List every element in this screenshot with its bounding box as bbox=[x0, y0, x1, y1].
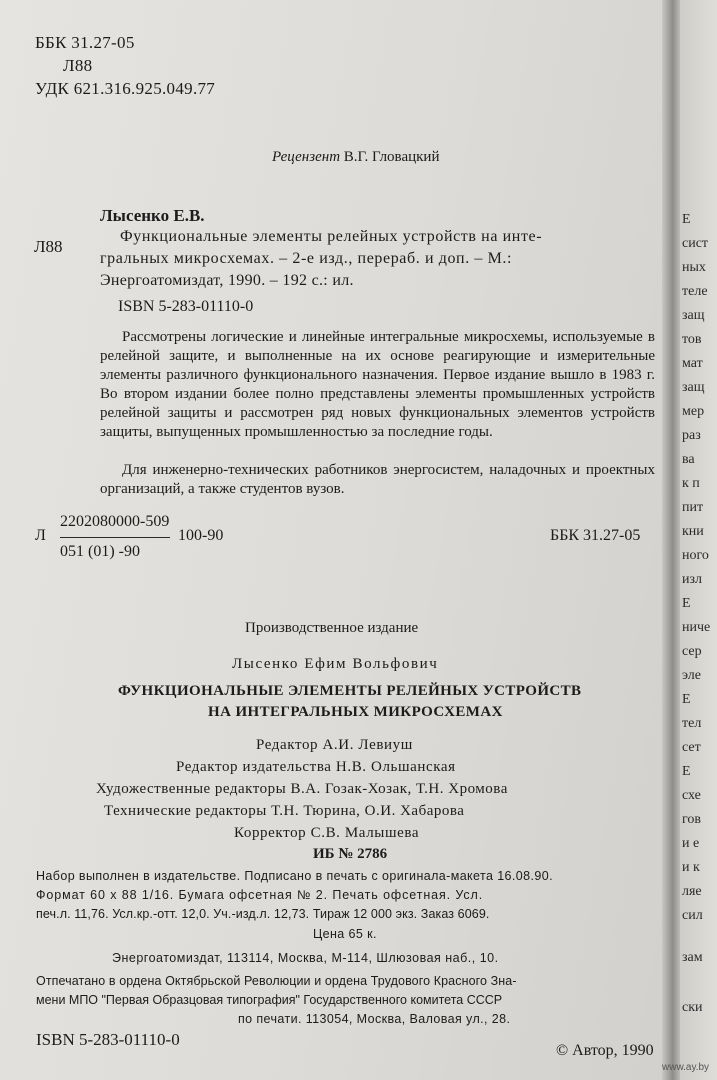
credit-line: Корректор С.В. Малышева bbox=[234, 825, 420, 841]
catalog-title-line: гральных микросхемах. – 2-е изд., перераб. и доп. – М.: bbox=[100, 250, 513, 267]
adjacent-text-fragment: зам bbox=[682, 950, 703, 965]
adjacent-text-fragment: к п bbox=[682, 476, 700, 491]
author-full-name: Лысенко Ефим Вольфович bbox=[232, 656, 439, 672]
catalog-isbn: ISBN 5-283-01110-0 bbox=[118, 298, 254, 315]
adjacent-text-fragment: раз bbox=[682, 428, 701, 443]
adjacent-text-fragment: сил bbox=[682, 908, 703, 923]
abstract-paragraph: Рассмотрены логические и линейные интегральные микросхемы, используемые в релейной защите, и выполненные на их основе реагирующие и измерительные элементы различного функционального назначения. Первое издание вышло в 1983 г. Во втором издании более полно представлены элементы промышленных устройств релейной защиты и рассмотрен ряд новых функциональных элементов устройств защиты, выпущенных промышленностью за последние годы. bbox=[100, 329, 655, 440]
formula-bbk: ББК 31.27-05 bbox=[550, 527, 641, 544]
library-code: Л88 bbox=[63, 56, 93, 75]
book-title-line: НА ИНТЕГРАЛЬНЫХ МИКРОСХЕМАХ bbox=[208, 704, 503, 720]
formula-denominator: 051 (01) -90 bbox=[60, 543, 140, 560]
ib-number: ИБ № 2786 bbox=[313, 846, 388, 862]
catalog-side-code: Л88 bbox=[34, 237, 63, 256]
adjacent-text-fragment: Е bbox=[682, 692, 691, 707]
adjacent-text-fragment: пит bbox=[682, 500, 704, 515]
adjacent-text-fragment: сер bbox=[682, 644, 702, 659]
price: Цена 65 к. bbox=[313, 927, 377, 941]
credit-line: Редактор А.И. Левиуш bbox=[256, 737, 413, 753]
publisher-address: Энергоатомиздат, 113114, Москва, М-114, Шлюзовая наб., 10. bbox=[112, 951, 499, 965]
adjacent-text-fragment: защ bbox=[682, 308, 705, 323]
print-detail-line: Формат 60 x 88 1/16. Бумага офсетная № 2. Печать офсетная. Усл. bbox=[36, 888, 484, 902]
edition-type: Производственное издание bbox=[245, 620, 419, 636]
print-detail-line: Набор выполнен в издательстве. Подписано в печать с оригинала-макета 16.08.90. bbox=[36, 869, 553, 883]
adjacent-text-fragment: ного bbox=[682, 548, 709, 563]
adjacent-text-fragment: эле bbox=[682, 668, 701, 683]
adjacent-text-fragment: сист bbox=[682, 236, 709, 251]
adjacent-text-fragment: Е bbox=[682, 212, 691, 227]
adjacent-text-fragment: тов bbox=[682, 332, 702, 347]
credit-line: Редактор издательства Н.В. Ольшанская bbox=[176, 759, 456, 775]
printer-line: Отпечатано в ордена Октябрьской Революции и ордена Трудового Красного Зна- bbox=[36, 974, 517, 988]
fraction-line bbox=[60, 537, 170, 538]
catalog-author: Лысенко Е.В. bbox=[100, 206, 205, 225]
adjacent-text-fragment: Е bbox=[682, 764, 691, 779]
adjacent-text-fragment: и е bbox=[682, 836, 700, 851]
watermark: www.ay.by bbox=[662, 1062, 710, 1073]
adjacent-text-fragment: изл bbox=[682, 572, 703, 587]
formula-numerator: 2202080000-509 bbox=[60, 513, 170, 530]
adjacent-text-fragment: защ bbox=[682, 380, 705, 395]
adjacent-text-fragment: ниче bbox=[682, 620, 711, 635]
adjacent-text-fragment: сет bbox=[682, 740, 701, 755]
formula-prefix: Л bbox=[35, 527, 46, 544]
formula-right: 100-90 bbox=[178, 527, 224, 544]
adjacent-text-fragment: ляе bbox=[682, 884, 702, 899]
adjacent-text-fragment: и к bbox=[682, 860, 700, 875]
footer-isbn: ISBN 5-283-01110-0 bbox=[36, 1030, 180, 1049]
adjacent-text-fragment: ва bbox=[682, 452, 695, 467]
printer-line: мени МПО "Первая Образцовая типография" Государственного комитета СССР bbox=[36, 993, 503, 1007]
bbk-code: ББК 31.27-05 bbox=[35, 33, 135, 52]
adjacent-page-edge bbox=[680, 0, 717, 1080]
adjacent-text-fragment: гов bbox=[682, 812, 702, 827]
adjacent-text-fragment: ных bbox=[682, 260, 706, 275]
abstract-audience: Для инженерно-технических работников энергосистем, наладочных и проектных организаций, а также студентов вузов. bbox=[100, 462, 655, 497]
adjacent-text-fragment: ски bbox=[682, 1000, 703, 1015]
printer-line: по печати. 113054, Москва, Валовая ул., 28. bbox=[238, 1012, 511, 1026]
credit-line: Технические редакторы Т.Н. Тюрина, О.И. Хабарова bbox=[104, 803, 465, 819]
catalog-title-line: Энергоатомиздат, 1990. – 192 с.: ил. bbox=[100, 272, 354, 289]
adjacent-text-fragment: тел bbox=[682, 716, 702, 731]
catalog-title-line: Функциональные элементы релейных устройств на инте- bbox=[120, 228, 543, 245]
reviewer-name: В.Г. Гловацкий bbox=[343, 149, 440, 165]
adjacent-text-fragment: мат bbox=[682, 356, 703, 371]
adjacent-text-fragment: теле bbox=[682, 284, 708, 299]
adjacent-text-fragment: мер bbox=[682, 404, 705, 419]
reviewer-label: Рецензент bbox=[272, 149, 341, 165]
print-detail-line: печ.л. 11,76. Усл.кр.-отт. 12,0. Уч.-изд.л. 12,73. Тираж 12 000 экз. Заказ 6069. bbox=[36, 907, 490, 921]
adjacent-text-fragment: схе bbox=[682, 788, 701, 803]
adjacent-text-fragment: кни bbox=[682, 524, 704, 539]
book-title-line: ФУНКЦИОНАЛЬНЫЕ ЭЛЕМЕНТЫ РЕЛЕЙНЫХ УСТРОЙСТВ bbox=[118, 683, 582, 699]
credit-line: Художественные редакторы В.А. Гозак-Хозак, Т.Н. Хромова bbox=[96, 781, 508, 797]
udk-code: УДК 621.316.925.049.77 bbox=[35, 79, 216, 98]
book-spine-gutter bbox=[662, 0, 680, 1080]
copyright: © Автор, 1990 bbox=[556, 1042, 654, 1059]
reviewer-line bbox=[272, 149, 439, 166]
adjacent-text-fragment: Е bbox=[682, 596, 691, 611]
